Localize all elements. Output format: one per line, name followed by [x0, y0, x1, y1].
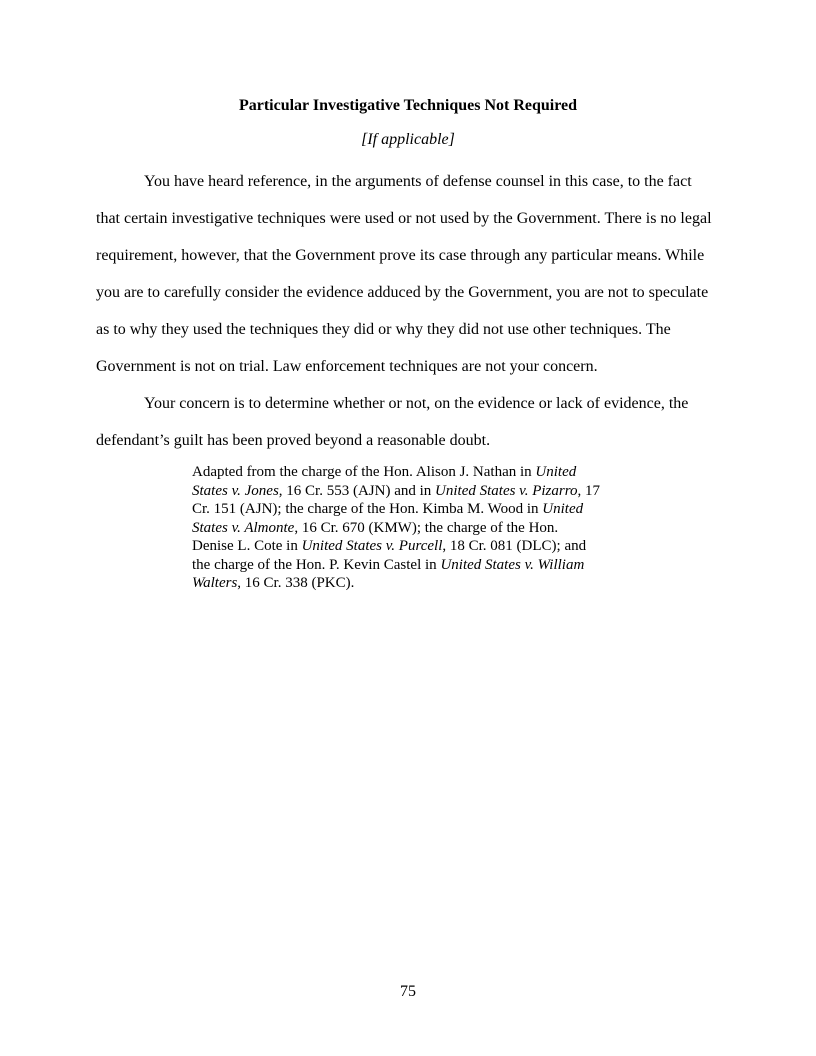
paragraph-line: as to why they used the techniques they did or why they did not use other techniques. The — [96, 321, 671, 338]
case-name: Walters — [192, 575, 238, 591]
citation-line — [192, 463, 632, 482]
citation-text: the charge of the Hon. P. Kevin Castel in — [192, 556, 441, 573]
citation-line — [192, 482, 632, 501]
section-title: Particular Investigative Techniques Not Required — [238, 97, 578, 114]
paragraph-2 — [96, 385, 726, 459]
citation-text: Adapted from the charge of the Hon. Alison J. Nathan in — [192, 464, 536, 480]
paragraph-line: Your concern is to determine whether or not, on the evidence or lack of evidence, the — [144, 395, 689, 412]
case-name: States v. Almonte — [192, 519, 295, 536]
citation-text: Cr. 151 (AJN); the charge of the Hon. Kimba M. Wood in — [192, 501, 543, 517]
paragraph-1 — [96, 163, 726, 385]
citation-text: , 18 Cr. 081 (DLC); and — [442, 538, 587, 554]
paragraph-line: Government is not on trial. Law enforcement techniques are not your concern. — [96, 358, 598, 375]
case-name: United States v. William — [440, 556, 585, 573]
case-name: States v. Jones — [192, 482, 279, 499]
case-name: United States v. Pizarro — [435, 482, 578, 499]
paragraph-line: requirement, however, that the Government prove its case through any particular means. While — [96, 247, 705, 264]
paragraph-line: defendant’s guilt has been proved beyond a reasonable doubt. — [96, 432, 491, 449]
case-name: United States v. Purcell — [301, 538, 443, 554]
citation-line — [192, 537, 632, 556]
paragraph-line: You have heard reference, in the arguments of defense counsel in this case, to the fact — [144, 173, 692, 190]
citation-block — [192, 463, 632, 593]
citation-text: Denise L. Cote in — [192, 538, 302, 554]
page-number: 75 — [400, 983, 416, 1000]
citation-line — [192, 574, 632, 593]
paragraph-line: that certain investigative techniques were used or not used by the Government. There is no legal — [96, 210, 712, 227]
citation-text: , 16 Cr. 553 (AJN) and in — [278, 482, 436, 499]
citation-line — [192, 519, 632, 538]
case-name: United — [542, 501, 584, 517]
citation-text: , 16 Cr. 338 (PKC). — [237, 575, 355, 591]
section-subtitle: [If applicable] — [361, 131, 455, 148]
citation-text: , 16 Cr. 670 (KMW); the charge of the Hon. — [294, 519, 559, 536]
paragraph-line: you are to carefully consider the evidence adduced by the Government, you are not to speculate — [96, 284, 709, 301]
citation-text: , 17 — [577, 482, 601, 499]
citation-line — [192, 500, 632, 519]
body-text — [96, 163, 726, 459]
citation-line — [192, 556, 632, 575]
case-name: United — [535, 464, 577, 480]
